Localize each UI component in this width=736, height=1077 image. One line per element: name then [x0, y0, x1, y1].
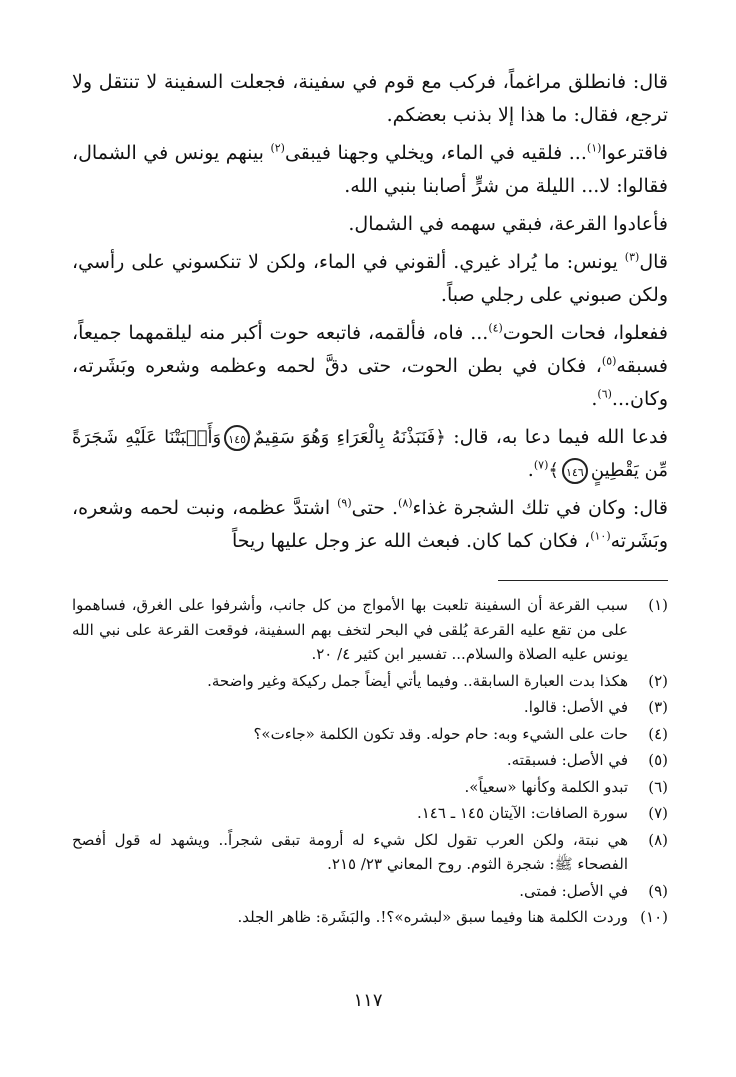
- footnote: [72, 695, 668, 720]
- footnote-number: (١٠): [640, 908, 668, 926]
- footnote-text: في الأصل: فمتى.: [519, 881, 628, 900]
- footnote-number: (١): [648, 596, 668, 614]
- footnote: [72, 593, 668, 667]
- footnote-text: حات على الشيء وبه: حام حوله. وقد تكون الكلمة «جاءت»؟: [253, 724, 628, 743]
- footnote-ref[interactable]: (٥): [601, 354, 617, 368]
- footnote-text: تبدو الكلمة وكأنها «سعياً».: [464, 777, 628, 796]
- ayah-number-marker: ١٤٦: [562, 458, 588, 484]
- footnote-number: (٧): [648, 804, 668, 822]
- footnote: [72, 775, 668, 800]
- footnote-text: في الأصل: فسبقته.: [506, 751, 628, 769]
- footnote-text: في الأصل: قالوا.: [523, 698, 628, 716]
- footnote-ref[interactable]: (١): [586, 141, 602, 155]
- footnote-ref[interactable]: (٧): [533, 458, 549, 472]
- footnote-number: (٤): [648, 724, 668, 743]
- main-text: [72, 66, 668, 558]
- footnote-number: (٨): [648, 830, 668, 849]
- paragraph-2: فاقترعوا$^{(١)}$... فلقيه في الماء، ويخلي وجهنا فيبقى$^{(٢)}$ بينهم يونس في الشمال، فقالوا: لا... الليلة من شرٍّ أصابنا بنبي الله.: [72, 141, 669, 197]
- footnote: [72, 879, 668, 904]
- footnote-text: هي نبتة، ولكن العرب تقول لكل شيء له أرومة تبقى شجراً.. ويشهد له قول أفصح الفصحاء ﷺ: شجرة الثوم. روح المعاني ٢٣/ ٢١٥.: [72, 830, 628, 873]
- paragraph-1: قال: فانطلق مراغماً، فركب مع قوم في سفينة، فجعلت السفينة لا تنتقل ولا ترجع، فقال: ما هذا إلا بذنب بعضكم.: [72, 71, 668, 126]
- footnote-text: سورة الصافات: الآيتان ١٤٥ ـ ١٤٦.: [416, 804, 628, 822]
- quran-verse-2: وَأَنۢبَتْنَا عَلَيْهِ شَجَرَةً مِّن يَقْطِينٍ: [72, 427, 668, 481]
- footnote-number: (٥): [648, 751, 668, 769]
- paragraph-quran: فدعا الله فيما دعا به، قال: ﴿فَنَبَذْنَهُ بِالْعَرَاءِ وَهُوَ سَقِيمٌ١٤٥وَأَنۢبَتْنَا عَلَيْهِ شَجَرَةً مِّن يَقْطِينٍ١٤٦﴾$^{(٧)}$.: [72, 421, 668, 487]
- footnote-text: وردت الكلمة هنا وفيما سبق «لبشره»؟!. والبَشَرة: ظاهر الجلد.: [237, 908, 628, 926]
- footnote-number: (٦): [648, 777, 668, 796]
- footnote-ref[interactable]: (٦): [597, 387, 612, 401]
- footnote: [72, 905, 668, 930]
- footnote-ref[interactable]: (١٠): [590, 529, 611, 543]
- footnote-number: (٢): [648, 671, 668, 690]
- paragraph-4: قال$^{(٣)}$ يونس: ما يُراد غيري. ألقوني في الماء، ولكن لا تنكسوني على رأسي، ولكن صبوني على رجلي صباً.: [72, 250, 668, 306]
- paragraph-3: فأعادوا القرعة، فبقي سهمه في الشمال.: [348, 213, 668, 235]
- page-number: ١١٧: [353, 990, 383, 1011]
- paragraph-7: قال: وكان في تلك الشجرة غذاء$^{(٨)}$. حتى$^{(٩)}$ اشتدَّ عظمه، ونبت لحمه وشعره، وبَشَرته$^{(١٠)}$، فكان كما كان. فبعث الله عز وجل عليها ريحاً: [72, 496, 668, 552]
- footnote: [72, 669, 668, 694]
- footnote-ref[interactable]: (٣): [624, 250, 640, 264]
- footnote-ref[interactable]: (٨): [398, 496, 413, 510]
- footnote: [72, 801, 668, 826]
- paragraph-5: ففعلوا، فحات الحوت$^{(٤)}$... فاه، فألقمه، فاتبعه حوت أكبر منه ليلقمهما جميعاً، فسبقه$^{(٥)}$، فكان في بطن الحوت، حتى دقَّ لحمه وعظمه وشعره وبَشَرته، وكان...$^{(٦)}$.: [72, 321, 668, 410]
- footnote-ref[interactable]: (٢): [270, 141, 285, 155]
- ayah-number-marker: ١٤٥: [224, 425, 250, 451]
- footnote-number: (٩): [648, 881, 668, 900]
- footnote-divider: [498, 580, 668, 581]
- footnote: [72, 748, 668, 773]
- quran-verse-1: ﴿فَنَبَذْنَهُ بِالْعَرَاءِ وَهُوَ سَقِيمٌ: [253, 427, 446, 448]
- footnote-number: (٣): [648, 698, 668, 716]
- footnote-ref[interactable]: (٤): [488, 321, 503, 335]
- footnotes: [72, 593, 668, 930]
- footnote-text: هكذا بدت العبارة السابقة.. وفيما يأتي أيضاً جمل ركيكة وغير واضحة.: [207, 671, 628, 690]
- footnote: [72, 722, 668, 747]
- quran-bracket-close: ﴾: [548, 460, 559, 481]
- footnote-ref[interactable]: (٩): [337, 496, 352, 510]
- footnote: [72, 828, 668, 877]
- footnote-text: سبب القرعة أن السفينة تلعبت بها الأمواج من كل جانب، وأشرفوا على الغرق، فساهموا على من تقع عليه القرعة يُلقى في البحر لتخف بهم السفينة، فوقعت القرعة على نبي الله يونس عليه الصلاة والسلام... تفسير ابن كثير ٤/ ٢٠.: [72, 596, 628, 663]
